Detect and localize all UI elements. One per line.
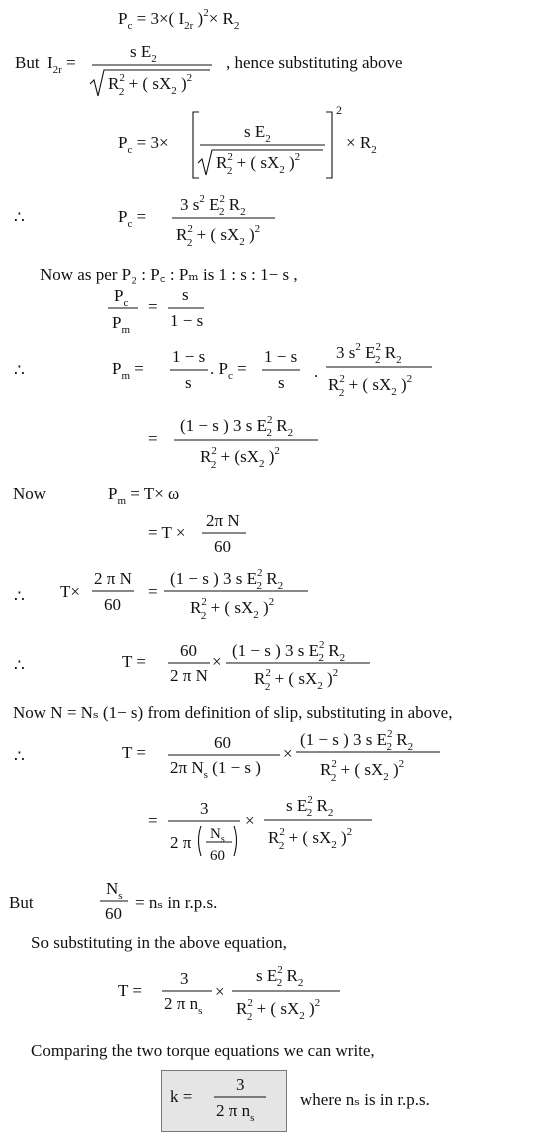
svg-text:T =: T = bbox=[118, 981, 142, 1000]
svg-text:60: 60 bbox=[210, 848, 225, 864]
equation-pc-substituted bbox=[118, 103, 377, 178]
svg-text:I2r =: $I_{2r}$ = bbox=[47, 53, 76, 76]
svg-text:k =: k = bbox=[170, 1087, 193, 1106]
svg-text:1 − s: 1 − s bbox=[170, 311, 204, 330]
svg-text:60: 60 bbox=[214, 537, 231, 556]
but-label-2: But bbox=[9, 893, 34, 912]
svg-text:s E2: s $E_2$ bbox=[130, 42, 157, 65]
svg-text:s E2: s $E_2$ bbox=[244, 122, 271, 145]
svg-text:= T ×: = T × bbox=[148, 523, 186, 542]
equation-pc-copper-loss bbox=[118, 7, 239, 32]
equation-t-ns bbox=[148, 794, 372, 864]
svg-text:1 − s: 1 − s bbox=[172, 347, 206, 366]
svg-text:60: 60 bbox=[214, 733, 231, 752]
svg-text:2 π ns: 2 π $n_s$ bbox=[164, 994, 203, 1017]
svg-text:R22 + ( sX2 )2: $R^2$ 2 + ( $sX_2$ )$^2$ bbox=[328, 373, 413, 399]
svg-text:R22 + ( sX2 )2: $R^2$ 2 + ( $sX_2$ )$^2$ bbox=[190, 596, 275, 622]
svg-text:3 s2 E22 R2: 3 $s^2$ $E^2$ 2 $R_2$ bbox=[180, 193, 246, 218]
svg-text:3: 3 bbox=[200, 799, 209, 818]
now-label-1: Now bbox=[13, 484, 47, 503]
svg-text:s E22 R2: s $E^2$ 2 $R_2$ bbox=[286, 794, 334, 819]
svg-text:Pc = 3×( I2r )2× R2: $P_c = 3\times$( $I_{2r}$ )$^2\times R_2$ bbox=[118, 7, 240, 32]
equation-k-boxed bbox=[170, 1075, 266, 1124]
svg-text:R22 + ( sX2 )2: $R^2$ 2 + ( $sX_2$ )$^2$ bbox=[108, 72, 193, 98]
svg-text:Pc: $P_c$ bbox=[114, 286, 129, 309]
now-n-text: Now N = Nₛ (1− s) from definition of slip, substituting in above, bbox=[13, 703, 453, 722]
svg-text:×: × bbox=[283, 744, 293, 763]
svg-text:60: 60 bbox=[180, 641, 197, 660]
therefore-symbol-3: ∴ bbox=[14, 587, 25, 606]
svg-text:Ns: $N_s$ bbox=[210, 826, 225, 845]
svg-text:3 s2 E22 R2: 3 $s^2$ $E^2$ 2 $R_2$ bbox=[336, 341, 402, 366]
equation-t-omega bbox=[148, 511, 246, 556]
svg-text:. Pc =: . $P_c$ = bbox=[210, 359, 247, 382]
therefore-symbol-1: ∴ bbox=[14, 208, 25, 227]
svg-text:T =: T = bbox=[122, 743, 146, 762]
svg-text:Pc =: $P_c$ = bbox=[118, 207, 147, 230]
svg-text:2 π N: 2 π N bbox=[170, 666, 208, 685]
svg-text:R22 + ( sX2 )2: $R^2$ 2 + ( $sX_2$ )$^2$ bbox=[320, 758, 405, 784]
so-substituting-text: So substituting in the above equation, bbox=[31, 933, 287, 952]
svg-text:3: 3 bbox=[180, 969, 189, 988]
svg-text:60: 60 bbox=[104, 595, 121, 614]
svg-text:× R2: × $R_2$ bbox=[346, 133, 377, 156]
svg-text:2 π: 2 π bbox=[170, 833, 192, 852]
svg-text:(1 − s ) 3 s E22 R2: (1 − s ) 3 s $E^2$ 2 $R_2$ bbox=[300, 728, 414, 753]
therefore-symbol-2: ∴ bbox=[14, 361, 25, 380]
equation-t-equals bbox=[60, 567, 308, 622]
equation-pm-result bbox=[148, 414, 318, 471]
equation-pm bbox=[112, 341, 432, 399]
now-as-per-text: Now as per P₂ : P꜀ : Pₘ is 1 : s : 1− s , bbox=[40, 265, 298, 284]
equation-i2r bbox=[47, 42, 212, 98]
therefore-symbol-5: ∴ bbox=[14, 747, 25, 766]
equation-t-solved bbox=[122, 639, 370, 693]
svg-text:=: = bbox=[148, 811, 158, 830]
svg-text:R22 + ( sX2 )2: $R^2$ 2 + ( $sX_2$ )$^2$ bbox=[176, 223, 261, 249]
svg-text:Pc = 3×: $P_c = 3\times$ bbox=[118, 133, 169, 156]
svg-text:R22 + ( sX2 )2: $R^2$ 2 + ( $sX_2$ )$^2$ bbox=[254, 667, 339, 693]
svg-text:60: 60 bbox=[105, 904, 122, 923]
therefore-symbol-4: ∴ bbox=[14, 656, 25, 675]
svg-text:×: × bbox=[245, 811, 255, 830]
equation-pc-result bbox=[118, 193, 275, 249]
svg-text:Pm =: $P_m$ = bbox=[112, 359, 144, 382]
svg-text:2π N: 2π N bbox=[206, 511, 240, 530]
where-text: where nₛ is in r.p.s. bbox=[300, 1090, 430, 1109]
svg-text:Pm: $P_m$ bbox=[112, 313, 131, 336]
svg-text:Ns: $N_s$ bbox=[106, 879, 123, 902]
comparing-text: Comparing the two torque equations we can write, bbox=[31, 1041, 375, 1060]
svg-text:=: = bbox=[148, 429, 158, 448]
svg-text:(1 − s ) 3 s E22 R2: (1 − s ) 3 s $E^2$ 2 $R_2$ bbox=[232, 639, 346, 664]
svg-text:T =: T = bbox=[122, 652, 146, 671]
but-label-1: But bbox=[15, 53, 40, 72]
svg-text:R22 + ( sX2 )2: $R^2$ 2 + ( $sX_2$ )$^2$ bbox=[268, 826, 353, 852]
svg-text:(1 − s ) 3 s E22 R2: (1 − s ) 3 s $E^2$ 2 $R_2$ bbox=[170, 567, 284, 592]
svg-text:2: 2 bbox=[336, 103, 342, 117]
equation-ns-over-60 bbox=[100, 879, 128, 923]
svg-text:1 − s: 1 − s bbox=[264, 347, 298, 366]
svg-text:3: 3 bbox=[236, 1075, 245, 1094]
svg-text:s: s bbox=[278, 373, 285, 392]
svg-text:=: = bbox=[148, 297, 158, 316]
svg-text:×: × bbox=[212, 652, 222, 671]
equation-t-slip bbox=[122, 728, 440, 784]
svg-text:2 π N: 2 π N bbox=[94, 569, 132, 588]
svg-text:(1 − s ) 3 s E22 R2: (1 − s ) 3 s $E^2$ 2 $R_2$ bbox=[180, 414, 294, 439]
equation-t-final bbox=[118, 964, 340, 1023]
svg-text:2π Ns (1 − s ): 2π $N_s$ (1 − s ) bbox=[170, 758, 261, 781]
svg-text:×: × bbox=[215, 982, 225, 1001]
rps-text: = nₛ in r.p.s. bbox=[135, 893, 218, 912]
equation-pm-torque bbox=[108, 484, 179, 507]
svg-text:R22 + ( sX2 )2: $R^2$ 2 + ( $sX_2$ )$^2$ bbox=[216, 151, 301, 177]
svg-text:.: . bbox=[314, 362, 319, 381]
svg-text:2 π ns: 2 π $n_s$ bbox=[216, 1101, 255, 1124]
svg-text:R22 + ( sX2 )2: $R^2$ 2 + ( $sX_2$ )$^2$ bbox=[236, 997, 321, 1023]
svg-text:=: = bbox=[148, 582, 158, 601]
svg-text:s: s bbox=[185, 373, 192, 392]
svg-text:s E22 R2: s $E^2$ 2 $R_2$ bbox=[256, 964, 304, 989]
svg-text:s: s bbox=[182, 285, 189, 304]
svg-text:Pm = T× ω: $P_m = T\times \omega$ bbox=[108, 484, 180, 507]
svg-text:R22 + (sX2 )2: $R^2$ $2 + (sX_2$ )$^2$ bbox=[200, 445, 280, 471]
hence-text: , hence substituting above bbox=[226, 53, 403, 72]
svg-text:T×: T× bbox=[60, 582, 80, 601]
equation-pc-over-pm bbox=[108, 285, 204, 336]
